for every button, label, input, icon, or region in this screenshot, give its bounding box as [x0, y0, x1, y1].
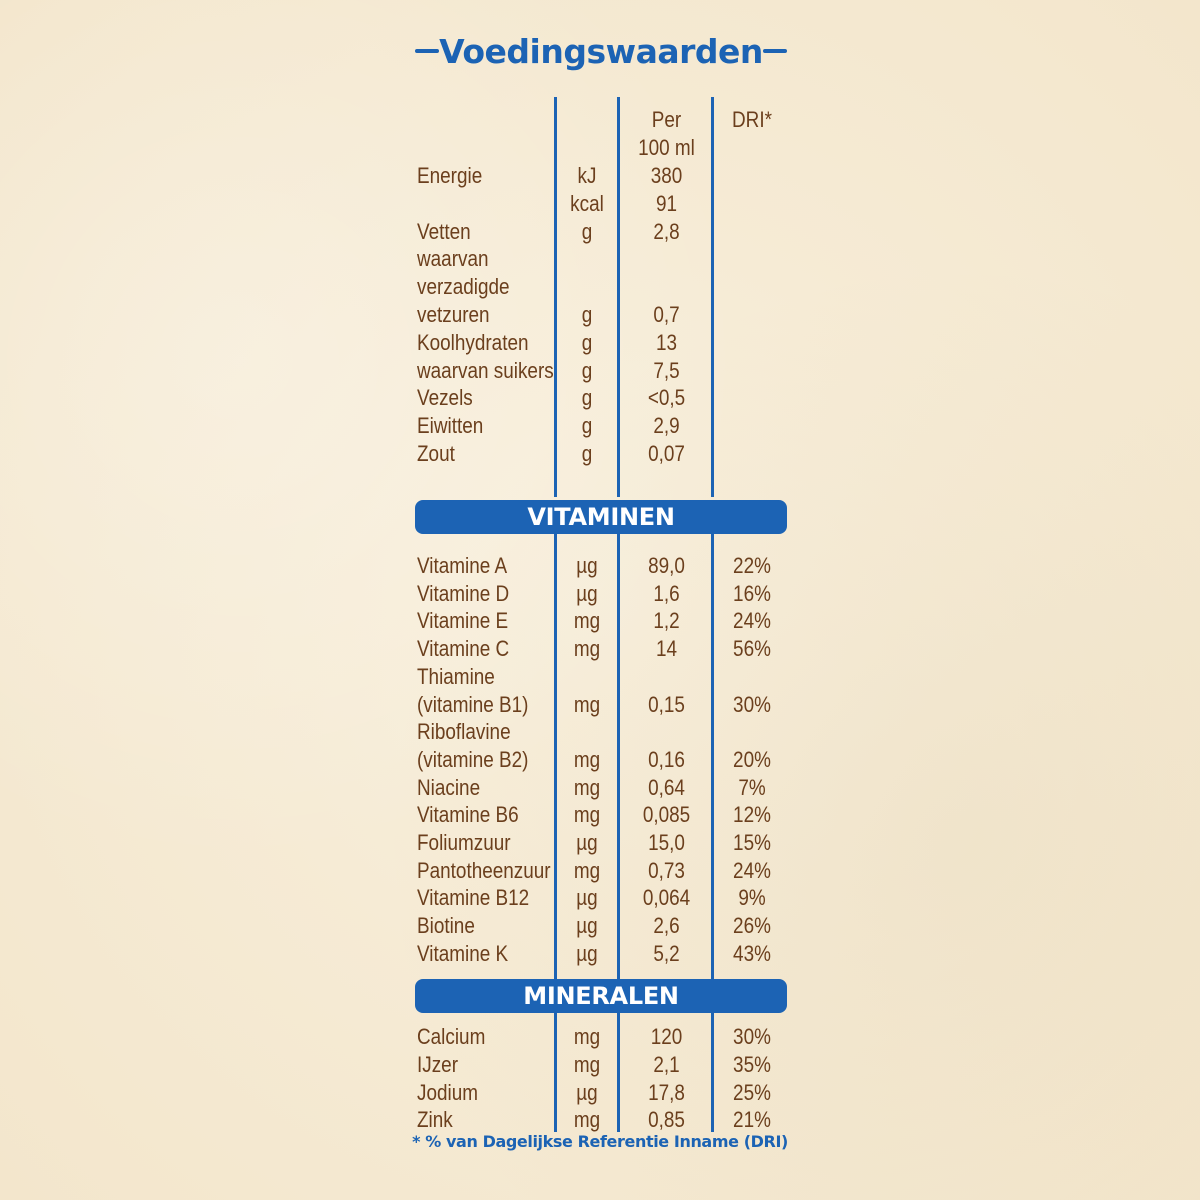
- nutrient-value: 15,0: [648, 830, 685, 855]
- nutrient-name: Foliumzuur: [417, 830, 511, 855]
- nutrient-value: 0,85: [648, 1107, 685, 1133]
- nutrient-name: (vitamine B2): [417, 746, 529, 772]
- nutrient-name: verzadigde: [417, 274, 510, 300]
- nutrient-name: Thiamine: [417, 663, 495, 689]
- table-row: [0, 1079, 1200, 1107]
- nutrient-value: [627, 273, 707, 301]
- nutrient-unit: g: [581, 329, 593, 355]
- nutrient-dri: [721, 301, 783, 329]
- table-row: [0, 857, 1200, 885]
- section-title: MINERALEN: [523, 982, 679, 1010]
- table-row: [0, 884, 1200, 912]
- nutrient-value: 380: [650, 163, 683, 188]
- nutrient-value: 0,64: [648, 774, 685, 800]
- nutrient-value: 1,6: [653, 580, 680, 606]
- table-row: [0, 301, 1200, 329]
- nutrient-dri: [721, 245, 783, 273]
- nutrient-unit: mg: [573, 746, 601, 772]
- table-row: [0, 607, 1200, 635]
- table-row: [0, 552, 1200, 580]
- nutrient-name: Calcium: [417, 1024, 486, 1049]
- nutrient-dri: 9%: [738, 885, 766, 911]
- nutrient-value: 0,16: [648, 746, 685, 772]
- nutrient-dri: [721, 329, 783, 357]
- nutrient-name: Vitamine E: [417, 608, 509, 634]
- table-row: [0, 440, 1200, 468]
- section-header-vitamins: [415, 500, 787, 534]
- table-row: [0, 1023, 1200, 1051]
- nutrient-name: waarvan: [417, 246, 489, 272]
- nutrient-unit: µg: [576, 885, 598, 911]
- table-row: [0, 1051, 1200, 1079]
- nutrient-unit: µg: [576, 830, 598, 855]
- table-row: [0, 329, 1200, 357]
- nutrient-value: 89,0: [648, 553, 685, 578]
- nutrient-name: waarvan suikers: [417, 357, 554, 383]
- nutrient-value: 120: [650, 1024, 683, 1049]
- nutrient-dri: 24%: [733, 857, 771, 883]
- nutrient-value: 91: [655, 190, 678, 216]
- nutrient-name: IJzer: [417, 1051, 459, 1077]
- nutrient-unit: [561, 663, 613, 691]
- nutrient-unit: µg: [576, 940, 598, 966]
- nutrient-dri: 25%: [733, 1079, 771, 1105]
- nutrient-dri: 16%: [733, 580, 771, 606]
- nutrient-dri: [721, 357, 783, 385]
- nutrient-dri: [721, 440, 783, 468]
- table-row: [0, 691, 1200, 719]
- nutrient-unit: mg: [573, 608, 601, 634]
- nutrient-dri: 30%: [733, 691, 771, 717]
- nutrient-unit: µg: [576, 553, 598, 578]
- nutrient-name: Riboflavine: [417, 719, 511, 745]
- nutrient-dri: [721, 218, 783, 246]
- nutrient-unit: [561, 245, 613, 273]
- nutrient-value: 0,15: [648, 691, 685, 717]
- page-title-block: [415, 28, 787, 74]
- nutrient-value: 17,8: [648, 1079, 685, 1105]
- section-header-minerals: [415, 979, 787, 1013]
- nutrient-dri: 22%: [733, 553, 771, 578]
- table-row: [0, 245, 1200, 273]
- nutrient-dri: 12%: [733, 802, 771, 828]
- table-row: [0, 635, 1200, 663]
- nutrient-name: Koolhydraten: [417, 329, 529, 355]
- nutrient-unit: g: [581, 413, 593, 439]
- nutrient-name: Vitamine K: [417, 940, 509, 966]
- nutrient-value: 2,6: [653, 913, 680, 939]
- column-header-row: [0, 106, 1200, 134]
- nutrient-dri: [721, 162, 783, 190]
- nutrient-dri: 24%: [733, 608, 771, 634]
- nutrient-dri: 15%: [733, 830, 771, 855]
- nutrient-value: 7,5: [653, 357, 680, 383]
- nutrient-dri: [721, 412, 783, 440]
- nutrient-name: Vitamine C: [417, 636, 510, 662]
- nutrient-unit: [561, 273, 613, 301]
- column-header-row: [0, 134, 1200, 162]
- nutrient-unit: g: [581, 357, 593, 383]
- nutrient-value: 2,1: [653, 1051, 680, 1077]
- nutrient-unit: µg: [576, 1079, 598, 1105]
- title-dash-left: [415, 49, 439, 53]
- nutrient-unit: mg: [573, 1107, 601, 1133]
- nutrient-unit: g: [581, 218, 593, 244]
- nutrient-dri: [721, 273, 783, 301]
- nutrient-value: [627, 663, 707, 691]
- nutrient-unit: µg: [576, 580, 598, 606]
- table-row: [0, 273, 1200, 301]
- nutrient-value: 13: [655, 329, 678, 355]
- nutrient-unit: g: [581, 302, 593, 327]
- table-row: [0, 718, 1200, 746]
- nutrient-value: 5,2: [653, 940, 680, 966]
- nutrient-name: Vitamine A: [417, 553, 508, 578]
- nutrient-unit: mg: [573, 857, 601, 883]
- nutrient-unit: g: [581, 441, 593, 466]
- table-row: [0, 412, 1200, 440]
- table-row: [0, 162, 1200, 190]
- nutrient-unit: µg: [576, 913, 598, 939]
- nutrient-dri: 35%: [733, 1051, 771, 1077]
- nutrient-dri: [721, 384, 783, 412]
- nutrient-name: Eiwitten: [417, 413, 484, 439]
- nutrient-value: 0,7: [653, 302, 680, 327]
- nutrient-value: 0,064: [642, 885, 691, 911]
- table-row: [0, 580, 1200, 608]
- nutrient-dri: 7%: [738, 774, 766, 800]
- nutrient-dri: 21%: [733, 1107, 771, 1133]
- nutrient-name: Vitamine D: [417, 580, 510, 606]
- nutrient-dri: 43%: [733, 940, 771, 966]
- title-dash-right: [763, 49, 787, 53]
- page-title: Voedingswaarden: [439, 31, 763, 71]
- nutrient-name: Energie: [417, 163, 483, 188]
- nutrient-value: 14: [655, 636, 678, 662]
- nutrient-name: Vitamine B12: [417, 885, 530, 911]
- nutrient-value: 0,73: [648, 857, 685, 883]
- table-row: [0, 1106, 1200, 1134]
- table-row: [0, 746, 1200, 774]
- table-row: [0, 829, 1200, 857]
- nutrient-value: 2,8: [653, 218, 680, 244]
- footnote: * % van Dagelijkse Referentie Inname (DRI): [412, 1132, 788, 1151]
- nutrient-dri: 56%: [733, 636, 771, 662]
- nutrient-unit: mg: [573, 802, 601, 828]
- table-row: [0, 940, 1200, 968]
- nutrient-dri: 30%: [733, 1024, 771, 1049]
- nutrient-name: Niacine: [417, 774, 481, 800]
- table-row: [0, 384, 1200, 412]
- table-row: [0, 912, 1200, 940]
- nutrient-value: 2,9: [653, 413, 680, 439]
- table-row: [0, 801, 1200, 829]
- nutrient-unit: g: [581, 385, 593, 411]
- column-header-per-unit: 100 ml: [638, 135, 695, 160]
- nutrient-name: vetzuren: [417, 302, 490, 327]
- section-title: VITAMINEN: [527, 503, 675, 531]
- nutrient-unit: mg: [573, 636, 601, 662]
- nutrient-name: Jodium: [417, 1079, 478, 1105]
- nutrient-dri: [721, 718, 783, 746]
- nutrient-unit: mg: [573, 1051, 601, 1077]
- nutrient-unit: mg: [573, 774, 601, 800]
- nutrient-name: Pantotheenzuur: [417, 857, 551, 883]
- nutrient-value: [627, 718, 707, 746]
- nutrient-name: Biotine: [417, 913, 475, 939]
- nutrient-value: [627, 245, 707, 273]
- table-row: [0, 190, 1200, 218]
- nutrient-value: 1,2: [653, 608, 680, 634]
- nutrient-unit: kcal: [570, 190, 604, 216]
- column-header-dri: DRI*: [732, 107, 772, 132]
- nutrient-name: Zink: [417, 1107, 453, 1133]
- nutrient-name: Vetten: [417, 218, 471, 244]
- nutrient-unit: kJ: [577, 163, 597, 188]
- table-row: [0, 357, 1200, 385]
- nutrient-value: <0,5: [647, 385, 686, 411]
- table-row: [0, 218, 1200, 246]
- nutrient-name: Vezels: [417, 385, 473, 411]
- nutrient-unit: mg: [573, 691, 601, 717]
- nutrient-dri: 20%: [733, 746, 771, 772]
- nutrient-dri: [721, 663, 783, 691]
- nutrient-name: Vitamine B6: [417, 802, 519, 828]
- nutrient-name: (vitamine B1): [417, 691, 529, 717]
- table-row: [0, 663, 1200, 691]
- nutrient-value: 0,07: [648, 441, 685, 466]
- nutrient-dri: 26%: [733, 913, 771, 939]
- table-row: [0, 774, 1200, 802]
- nutrient-name: Zout: [417, 441, 455, 466]
- nutrient-dri: [721, 190, 783, 218]
- nutrient-unit: mg: [573, 1024, 601, 1049]
- nutrient-value: 0,085: [642, 802, 691, 828]
- column-header-per: Per: [651, 107, 682, 132]
- nutrient-unit: [561, 718, 613, 746]
